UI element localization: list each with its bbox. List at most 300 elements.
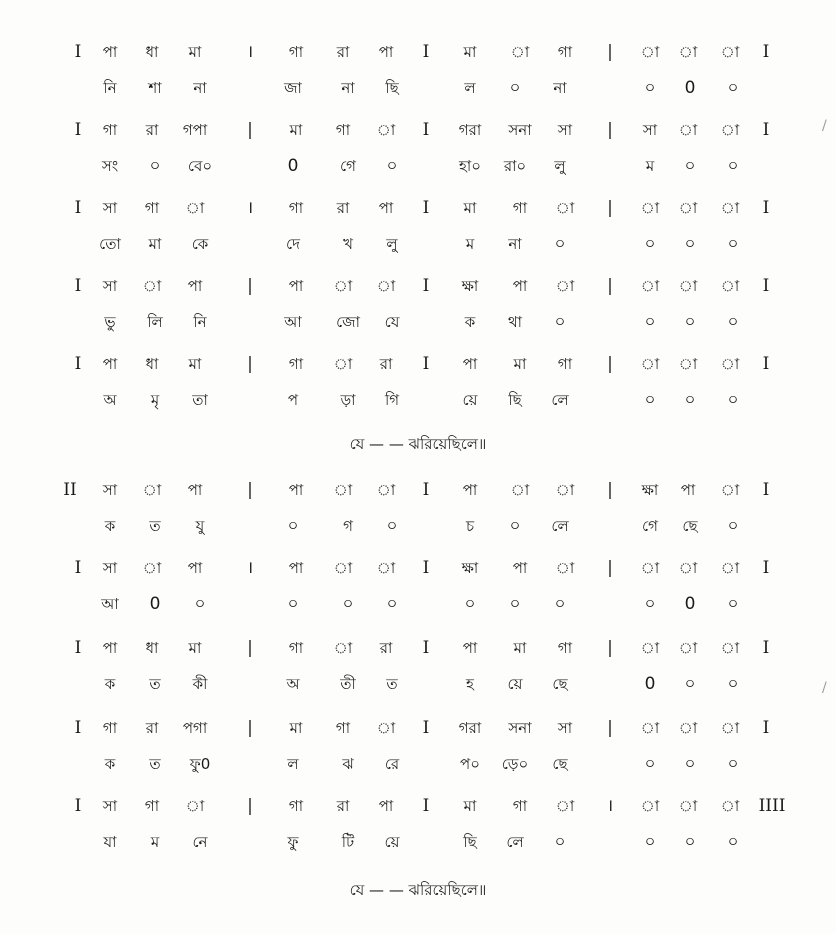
lyric-syllable: ছি: [385, 79, 399, 97]
swara-note: া: [640, 639, 660, 657]
lyric-syllable: ম: [465, 235, 475, 253]
swara-note: া: [678, 43, 698, 61]
swara-note: সা: [102, 481, 118, 499]
swara-note: গা: [102, 719, 118, 737]
lyric-syllable: সং: [101, 157, 119, 175]
lyric-syllable: ০: [727, 674, 739, 694]
lyric-syllable: লু: [386, 235, 398, 253]
lyric-syllable: তী: [340, 675, 356, 693]
bar-line: I: [422, 796, 430, 816]
lyric-syllable: ০: [644, 78, 656, 98]
lyric-row: [0, 830, 836, 854]
swara-note: া: [720, 481, 740, 499]
lyric-syllable: ক: [104, 675, 116, 693]
bar-line: |: [607, 42, 613, 62]
swara-note: পা: [512, 277, 528, 295]
lyric-syllable: ০: [684, 674, 696, 694]
lyric-syllable: ল: [464, 79, 476, 97]
swara-row: [0, 716, 836, 740]
lyric-syllable: না: [553, 79, 567, 97]
swara-note: গা: [288, 199, 304, 217]
swara-note: রা: [145, 121, 159, 139]
bar-line: I: [422, 718, 430, 738]
lyric-syllable: গি: [384, 391, 400, 409]
swara-note: া: [333, 639, 353, 657]
lyric-syllable: প০: [460, 755, 480, 773]
lyric-syllable: শা: [148, 79, 162, 97]
swara-note: রা: [379, 355, 393, 373]
bar-line: I: [762, 42, 770, 62]
swara-note: া: [376, 277, 396, 295]
bar-line: |: [607, 198, 613, 218]
lyric-syllable: আ: [284, 313, 302, 331]
lyric-syllable: ত: [149, 517, 161, 535]
bar-line: ।: [246, 198, 254, 218]
lyric-syllable: চ: [465, 517, 475, 535]
bar-line: |: [607, 480, 613, 500]
lyric-syllable: ০: [684, 234, 696, 254]
swara-row: [0, 274, 836, 298]
lyric-syllable: ছে: [682, 517, 698, 535]
swara-note: া: [720, 797, 740, 815]
lyric-syllable: ০: [727, 234, 739, 254]
lyric-syllable: ০: [727, 312, 739, 332]
bar-line: I: [74, 42, 82, 62]
lyric-syllable: যা: [103, 833, 117, 851]
lyric-syllable: ০: [644, 594, 656, 614]
swara-note: া: [510, 43, 530, 61]
refrain-line-1: যে — — ঝরিয়েছিলে॥: [349, 435, 487, 453]
swara-note: া: [640, 719, 660, 737]
lyric-syllable: ম: [645, 157, 655, 175]
swara-note: া: [333, 559, 353, 577]
bar-line: I: [422, 558, 430, 578]
lyric-syllable: টি: [341, 833, 355, 851]
bar-line: |: [607, 718, 613, 738]
lyric-syllable: ছে: [552, 675, 568, 693]
swara-note: ক্ষা: [461, 277, 479, 295]
swara-note: পা: [288, 559, 304, 577]
lyric-syllable: যে: [384, 313, 400, 331]
swara-note: পা: [462, 481, 478, 499]
swara-note: া: [720, 199, 740, 217]
swara-note: গা: [144, 797, 160, 815]
lyric-syllable: ০: [684, 832, 696, 852]
lyric-syllable: না: [341, 79, 355, 97]
lyric-syllable: লে: [551, 391, 569, 409]
lyric-syllable: অ: [103, 391, 117, 409]
lyric-syllable: না: [508, 235, 522, 253]
lyric-syllable: য়ে: [507, 675, 523, 693]
lyric-syllable: ০: [194, 594, 206, 614]
bar-line: |: [247, 480, 253, 500]
bar-line: I: [74, 718, 82, 738]
lyric-row: [0, 76, 836, 100]
swara-note: া: [678, 355, 698, 373]
bar-line: |: [247, 276, 253, 296]
bar-line: I: [422, 354, 430, 374]
swara-note: া: [640, 559, 660, 577]
lyric-syllable: 0: [684, 594, 696, 614]
lyric-syllable: জো: [336, 313, 360, 331]
lyric-syllable: ০: [684, 754, 696, 774]
swara-note: া: [142, 481, 162, 499]
swara-note: া: [555, 277, 575, 295]
swara-note: া: [376, 719, 396, 737]
swara-note: গা: [512, 199, 528, 217]
lyric-row: [0, 154, 836, 178]
lyric-syllable: ০: [644, 234, 656, 254]
swara-note: পা: [378, 199, 394, 217]
lyric-syllable: ত: [386, 675, 398, 693]
swara-note: মা: [463, 199, 477, 217]
swara-note: ধা: [145, 43, 159, 61]
lyric-row: [0, 310, 836, 334]
bar-line: |: [607, 558, 613, 578]
lyric-syllable: লি: [147, 313, 163, 331]
bar-line: I: [422, 638, 430, 658]
lyric-syllable: রা০: [503, 157, 527, 175]
swara-note: গা: [335, 719, 351, 737]
bar-line: I: [422, 42, 430, 62]
lyric-syllable: নি: [103, 79, 117, 97]
lyric-syllable: ০: [644, 754, 656, 774]
swara-note: রা: [336, 199, 350, 217]
swara-note: সা: [557, 719, 573, 737]
swara-note: া: [720, 121, 740, 139]
bar-line: ।: [246, 42, 254, 62]
bar-line: |: [247, 638, 253, 658]
swara-note: পা: [102, 639, 118, 657]
swara-note: পা: [512, 559, 528, 577]
bar-line: I: [422, 120, 430, 140]
swara-note: া: [720, 719, 740, 737]
bar-line: I: [74, 796, 82, 816]
swara-note: া: [333, 355, 353, 373]
lyric-syllable: ০: [342, 594, 354, 614]
swara-note: সনা: [508, 121, 532, 139]
lyric-syllable: মা: [148, 235, 162, 253]
lyric-syllable: ০: [684, 312, 696, 332]
lyric-syllable: ফু: [287, 833, 299, 851]
lyric-syllable: যু: [195, 517, 205, 535]
lyric-syllable: হ: [466, 675, 474, 693]
swara-note: া: [640, 797, 660, 815]
swara-note: া: [720, 43, 740, 61]
swara-note: া: [376, 121, 396, 139]
swara-note: গপা: [182, 121, 208, 139]
swara-note: া: [640, 355, 660, 373]
lyric-syllable: ০: [554, 594, 566, 614]
lyric-syllable: ০: [509, 594, 521, 614]
swara-note: মা: [513, 639, 527, 657]
bar-line: I: [74, 558, 82, 578]
swara-note: া: [720, 639, 740, 657]
lyric-syllable: ০: [684, 156, 696, 176]
swara-note: া: [185, 199, 205, 217]
bar-line: I: [762, 558, 770, 578]
swara-note: সনা: [508, 719, 532, 737]
swara-row: [0, 118, 836, 142]
swara-note: সা: [102, 797, 118, 815]
lyric-syllable: য়ে: [462, 391, 478, 409]
lyric-syllable: ০: [727, 516, 739, 536]
lyric-syllable: 0: [287, 156, 299, 176]
swara-row: [0, 40, 836, 64]
lyric-syllable: লে: [506, 833, 524, 851]
lyric-syllable: ০: [464, 594, 476, 614]
lyric-syllable: প: [287, 391, 299, 409]
bar-line: I: [762, 198, 770, 218]
swara-note: া: [555, 481, 575, 499]
swara-note: মা: [188, 43, 202, 61]
swara-note: মা: [463, 797, 477, 815]
lyric-syllable: লে: [551, 517, 569, 535]
swara-note: া: [555, 559, 575, 577]
swara-note: পা: [102, 43, 118, 61]
swara-note: সা: [102, 277, 118, 295]
swara-note: া: [640, 199, 660, 217]
lyric-syllable: ০: [509, 78, 521, 98]
swara-note: া: [678, 277, 698, 295]
lyric-row: [0, 672, 836, 696]
lyric-syllable: ০: [684, 390, 696, 410]
swara-note: া: [185, 797, 205, 815]
bar-line: I: [74, 354, 82, 374]
swara-note: পা: [462, 355, 478, 373]
bar-line: II: [63, 480, 77, 500]
lyric-syllable: ০: [644, 312, 656, 332]
lyric-syllable: ০: [287, 594, 299, 614]
swara-note: া: [640, 277, 660, 295]
lyric-syllable: ০: [644, 390, 656, 410]
lyric-syllable: ০: [727, 390, 739, 410]
swara-note: ক্ষা: [461, 559, 479, 577]
swara-note: গা: [512, 797, 528, 815]
swara-note: া: [640, 43, 660, 61]
lyric-row: [0, 752, 836, 776]
swara-note: া: [678, 719, 698, 737]
lyric-syllable: ঝ: [342, 755, 354, 773]
lyric-syllable: নি: [193, 313, 207, 331]
swara-note: পা: [462, 639, 478, 657]
lyric-syllable: বে০: [187, 157, 213, 175]
lyric-syllable: না: [193, 79, 207, 97]
swara-note: রা: [145, 719, 159, 737]
swara-row: [0, 478, 836, 502]
lyric-syllable: ০: [644, 832, 656, 852]
swara-note: া: [510, 481, 530, 499]
bar-line: I: [422, 198, 430, 218]
lyric-syllable: ছি: [463, 833, 477, 851]
swara-note: া: [555, 199, 575, 217]
swara-row: [0, 556, 836, 580]
swara-note: সা: [102, 559, 118, 577]
swara-note: পা: [187, 481, 203, 499]
lyric-syllable: দে: [286, 235, 300, 253]
swara-note: পা: [680, 481, 696, 499]
lyric-syllable: জা: [284, 79, 302, 97]
lyric-syllable: ড়ে০: [501, 755, 529, 773]
swara-note: রা: [336, 43, 350, 61]
swara-note: পগা: [182, 719, 208, 737]
swara-note: া: [720, 355, 740, 373]
lyric-syllable: ম: [150, 833, 160, 851]
bar-line: |: [247, 354, 253, 374]
lyric-syllable: ০: [554, 312, 566, 332]
swara-note: া: [678, 559, 698, 577]
swara-note: া: [376, 481, 396, 499]
swara-note: পা: [288, 481, 304, 499]
swara-note: গা: [288, 639, 304, 657]
swara-note: া: [333, 277, 353, 295]
margin-mark: /: [822, 118, 827, 134]
swara-note: মা: [289, 121, 303, 139]
margin-mark: /: [822, 680, 827, 696]
lyric-syllable: ০: [727, 754, 739, 774]
lyric-syllable: ক: [464, 313, 476, 331]
bar-line: |: [607, 276, 613, 296]
lyric-syllable: হা০: [459, 157, 481, 175]
bar-line: |: [247, 718, 253, 738]
lyric-syllable: 0: [149, 594, 161, 614]
swara-note: পা: [378, 43, 394, 61]
swara-note: া: [678, 797, 698, 815]
lyric-syllable: ০: [386, 516, 398, 536]
lyric-syllable: ০: [727, 594, 739, 614]
swara-note: মা: [188, 639, 202, 657]
swara-note: া: [555, 797, 575, 815]
swara-note: া: [142, 277, 162, 295]
swara-note: া: [720, 559, 740, 577]
swara-note: পা: [187, 559, 203, 577]
swara-note: গরা: [458, 719, 482, 737]
lyric-syllable: ছে: [552, 755, 568, 773]
bar-line: |: [247, 796, 253, 816]
lyric-syllable: আ: [101, 595, 119, 613]
swara-note: গা: [288, 43, 304, 61]
lyric-syllable: ক: [104, 755, 116, 773]
lyric-syllable: তো: [99, 235, 121, 253]
swara-note: ক্ষা: [641, 481, 659, 499]
swara-note: গা: [557, 43, 573, 61]
swara-note: া: [142, 559, 162, 577]
lyric-syllable: ০: [386, 594, 398, 614]
lyric-syllable: ড়া: [340, 391, 356, 409]
swara-row: [0, 352, 836, 376]
swara-note: া: [376, 559, 396, 577]
swara-note: পা: [378, 797, 394, 815]
swara-note: ধা: [145, 355, 159, 373]
swara-note: গা: [557, 639, 573, 657]
lyric-syllable: ক: [104, 517, 116, 535]
lyric-row: [0, 514, 836, 538]
bar-line: I: [74, 276, 82, 296]
bar-line: ।: [606, 796, 614, 816]
swara-note: মা: [513, 355, 527, 373]
lyric-syllable: ভু: [104, 313, 116, 331]
bar-line: ।: [246, 558, 254, 578]
swara-row: [0, 196, 836, 220]
swara-row: [0, 794, 836, 818]
refrain-line-2: যে — — ঝরিয়েছিলে॥: [349, 881, 487, 899]
lyric-syllable: তা: [192, 391, 208, 409]
bar-line: I: [422, 480, 430, 500]
lyric-row: [0, 388, 836, 412]
swara-note: গা: [335, 121, 351, 139]
lyric-syllable: গে: [340, 157, 356, 175]
lyric-syllable: ল: [287, 755, 299, 773]
lyric-row: [0, 592, 836, 616]
lyric-row: [0, 232, 836, 256]
bar-line: I: [762, 120, 770, 140]
bar-line: I: [74, 198, 82, 218]
swara-note: ধা: [145, 639, 159, 657]
lyric-syllable: কী: [192, 675, 208, 693]
lyric-syllable: ০: [287, 516, 299, 536]
lyric-syllable: য়ে: [384, 833, 400, 851]
swara-note: মা: [289, 719, 303, 737]
lyric-syllable: ০: [386, 156, 398, 176]
bar-line: |: [607, 120, 613, 140]
swara-note: মা: [188, 355, 202, 373]
lyric-syllable: লু: [554, 157, 566, 175]
swara-note: মা: [463, 43, 477, 61]
swara-note: রা: [379, 639, 393, 657]
lyric-syllable: অ: [286, 675, 300, 693]
lyric-syllable: ০: [727, 832, 739, 852]
lyric-syllable: ০: [727, 78, 739, 98]
bar-line: IIII: [758, 796, 786, 816]
lyric-syllable: কে: [191, 235, 209, 253]
lyric-syllable: মৃ: [150, 391, 160, 409]
swara-note: গা: [288, 355, 304, 373]
lyric-syllable: ০: [727, 156, 739, 176]
bar-line: I: [762, 480, 770, 500]
bar-line: I: [762, 354, 770, 374]
swara-note: সা: [642, 121, 658, 139]
swara-note: সা: [102, 199, 118, 217]
lyric-syllable: ০: [509, 516, 521, 536]
bar-line: |: [607, 354, 613, 374]
swara-note: গা: [102, 121, 118, 139]
swara-note: া: [678, 199, 698, 217]
lyric-syllable: গে: [642, 517, 658, 535]
swara-note: গা: [144, 199, 160, 217]
lyric-syllable: ত: [149, 675, 161, 693]
lyric-syllable: ০: [554, 832, 566, 852]
lyric-syllable: ০: [149, 156, 161, 176]
lyric-syllable: ছি: [508, 391, 522, 409]
lyric-syllable: ০: [554, 234, 566, 254]
bar-line: |: [247, 120, 253, 140]
bar-line: I: [762, 718, 770, 738]
swara-note: পা: [102, 355, 118, 373]
bar-line: I: [74, 120, 82, 140]
lyric-syllable: ফু0: [189, 755, 211, 773]
lyric-syllable: 0: [644, 674, 656, 694]
lyric-syllable: খ: [343, 235, 353, 253]
swara-note: গা: [557, 355, 573, 373]
swara-note: া: [333, 481, 353, 499]
swara-note: া: [678, 639, 698, 657]
swara-note: গরা: [458, 121, 482, 139]
swara-row: [0, 636, 836, 660]
lyric-syllable: 0: [684, 78, 696, 98]
swara-note: পা: [187, 277, 203, 295]
bar-line: I: [422, 276, 430, 296]
swara-note: গা: [288, 797, 304, 815]
